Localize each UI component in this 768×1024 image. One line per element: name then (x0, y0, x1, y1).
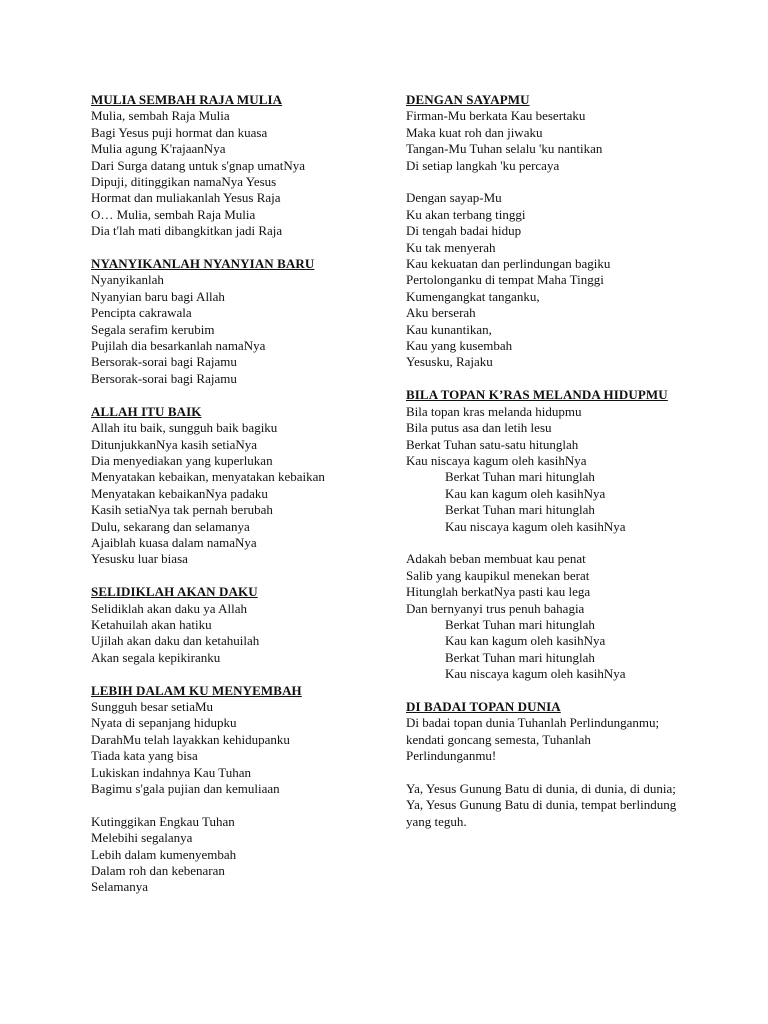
lyric-line: Kau kunantikan, (406, 321, 492, 337)
lyric-line: Ya, Yesus Gunung Batu di dunia, tempat berlindung yang teguh. (406, 797, 677, 829)
song-bila-topan-k-ras-melanda-hidupmu (406, 387, 678, 682)
lyric-line: Berkat Tuhan mari hitunglah (406, 616, 595, 632)
lyric-line: Bila putus asa dan letih lesu (406, 420, 552, 436)
song-selidiklah-akan-daku (91, 584, 391, 666)
lyric-line: Menyatakan kebaikan, menyatakan kebaikan (91, 469, 325, 485)
lyric-line: Pertolonganku di tempat Maha Tinggi (406, 272, 604, 288)
lyric-line: Berkat Tuhan mari hitunglah (406, 649, 595, 665)
lyric-line: Firman-Mu berkata Kau besertaku (406, 108, 586, 124)
lyric-line: Selamanya (91, 879, 149, 895)
lyric-line: Kau niscaya kagum oleh kasihNya (406, 452, 587, 468)
lyric-line: Kau kekuatan dan perlindungan bagiku (406, 256, 611, 272)
lyric-line: Di badai topan dunia Tuhanlah Perlindunganmu; kendati goncang semesta, Tuhanlah Perlindunganmu! (406, 715, 660, 764)
stanza-gap (91, 797, 391, 813)
lyric-line: Bagi Yesus puji hormat dan kuasa (91, 124, 268, 140)
lyric-line: Sungguh besar setiaMu (91, 698, 214, 714)
lyric-line: Dari Surga datang untuk s'gnap umatNya (91, 157, 306, 173)
song-title: DI BADAI TOPAN DUNIA (406, 698, 561, 714)
lyric-line: Tiada kata yang bisa (91, 748, 198, 764)
lyric-line: Kumengangkat tanganku, (406, 288, 540, 304)
lyric-line: Dia t'lah mati dibangkitkan jadi Raja (91, 223, 283, 239)
lyric-line: Lukiskan indahnya Kau Tuhan (91, 764, 251, 780)
lyric-line: Berkat Tuhan mari hitunglah (406, 502, 595, 518)
lyric-line: Ajaiblah kuasa dalam namaNya (91, 534, 257, 550)
lyric-line: Ku akan terbang tinggi (406, 206, 526, 222)
lyric-line: Bagimu s'gala pujian dan kemuliaan (91, 781, 280, 796)
song-title: LEBIH DALAM KU MENYEMBAH (91, 682, 302, 698)
left-column (91, 92, 391, 912)
lyric-line: Bersorak-sorai bagi Rajamu (91, 370, 237, 386)
lyric-line: Melebihi segalanya (91, 830, 193, 846)
lyric-line: Kasih setiaNya tak pernah berubah (91, 502, 273, 518)
lyric-line: Berkat Tuhan mari hitunglah (406, 469, 595, 485)
lyric-line: Dia menyediakan yang kuperlukan (91, 452, 273, 468)
lyric-line: Bersorak-sorai bagi Rajamu (91, 354, 237, 370)
lyric-line: Dalam roh dan kebenaran (91, 863, 225, 879)
lyric-line: Pencipta cakrawala (91, 305, 192, 321)
lyric-line: Di setiap langkah 'ku percaya (406, 157, 560, 173)
lyric-line: Menyatakan kebaikanNya padaku (91, 485, 268, 501)
lyric-line: Berkat Tuhan satu-satu hitunglah (406, 436, 579, 452)
lyric-line: Ya, Yesus Gunung Batu di dunia, di dunia, di dunia; (406, 780, 676, 796)
lyric-line: Selidiklah akan daku ya Allah (91, 600, 247, 616)
lyric-line: Bila topan kras melanda hidupmu (406, 403, 582, 419)
lyric-line: Mulia, sembah Raja Mulia (91, 108, 230, 124)
lyric-line: Dan bernyanyi trus penuh bahagia (406, 600, 585, 616)
lyric-line: DitunjukkanNya kasih setiaNya (91, 436, 258, 452)
stanza-gap (406, 174, 678, 190)
stanza-gap (406, 535, 678, 551)
lyric-line: Dengan sayap-Mu (406, 190, 502, 206)
song-title: ALLAH ITU BAIK (91, 403, 202, 419)
lyric-line: Nyanyikanlah (91, 272, 164, 288)
lyric-line: Dulu, sekarang dan selamanya (91, 518, 250, 534)
song-title: MULIA SEMBAH RAJA MULIA (91, 92, 283, 107)
lyric-line: O… Mulia, sembah Raja Mulia (91, 206, 256, 222)
lyric-line: Allah itu baik, sungguh baik bagiku (91, 420, 278, 436)
lyric-line: Hormat dan muliakanlah Yesus Raja (91, 190, 281, 206)
lyric-line: Aku berserah (406, 305, 476, 321)
song-dengan-sayapmu (406, 92, 678, 371)
song-lebih-dalam-ku-menyembah (91, 683, 391, 896)
lyric-line: Lebih dalam kumenyembah (91, 846, 237, 862)
song-title: NYANYIKANLAH NYANYIAN BARU (91, 256, 315, 272)
lyric-line: Di tengah badai hidup (406, 223, 522, 239)
song-mulia-sembah-raja-mulia (91, 92, 391, 240)
lyric-line: Kau kan kagum oleh kasihNya (406, 485, 606, 501)
lyric-line: Akan segala kepikiranku (91, 649, 221, 665)
lyric-line: Yesusku, Rajaku (406, 354, 493, 370)
song-title: SELIDIKLAH AKAN DAKU (91, 584, 258, 600)
song-title: DENGAN SAYAPMU (406, 92, 530, 107)
lyric-line: Ujilah akan daku dan ketahuilah (91, 633, 260, 649)
lyric-line: Adakah beban membuat kau penat (406, 551, 586, 567)
lyric-line: Kau kan kagum oleh kasihNya (406, 633, 606, 649)
lyric-line: Kau yang kusembah (406, 338, 513, 354)
lyric-line: Kutinggikan Engkau Tuhan (91, 813, 235, 829)
lyric-line: Salib yang kaupikul menekan berat (406, 567, 590, 583)
stanza-gap (406, 765, 678, 781)
lyric-line: Segala serafim kerubim (91, 321, 215, 337)
lyric-line: Kau niscaya kagum oleh kasihNya (406, 518, 626, 534)
lyric-line: Hitunglah berkatNya pasti kau lega (406, 584, 591, 600)
lyric-line: Nyanyian baru bagi Allah (91, 288, 225, 304)
song-di-badai-topan-dunia (406, 699, 678, 830)
lyric-line: Mulia agung K'rajaanNya (91, 141, 226, 157)
lyric-line: Kau niscaya kagum oleh kasihNya (406, 666, 626, 682)
lyric-line: Ketahuilah akan hatiku (91, 616, 212, 632)
lyric-line: Pujilah dia besarkanlah namaNya (91, 338, 266, 354)
lyric-line: Dipuji, ditinggikan namaNya Yesus (91, 174, 277, 190)
song-title: BILA TOPAN K’RAS MELANDA HIDUPMU (406, 387, 668, 403)
song-nyanyikanlah-nyanyian-baru (91, 256, 391, 387)
lyric-line: Maka kuat roh dan jiwaku (406, 124, 543, 140)
lyric-line: Tangan-Mu Tuhan selalu 'ku nantikan (406, 141, 603, 157)
lyric-line: DarahMu telah layakkan kehidupanku (91, 731, 290, 747)
right-column (406, 92, 678, 847)
lyric-line: Ku tak menyerah (406, 239, 496, 255)
song-allah-itu-baik (91, 404, 391, 568)
lyric-line: Nyata di sepanjang hidupku (91, 715, 237, 731)
lyric-line: Yesusku luar biasa (91, 551, 188, 567)
